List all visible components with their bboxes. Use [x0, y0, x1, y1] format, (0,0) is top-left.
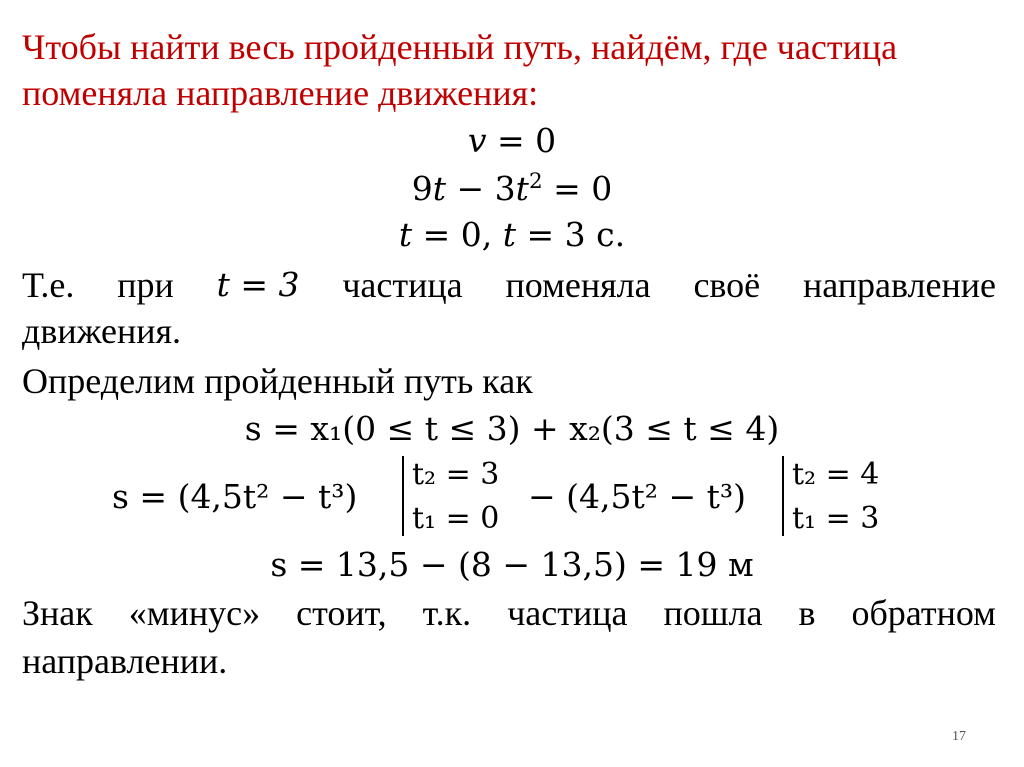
eq2-mid: − 3	[446, 169, 516, 208]
equation-velocity-zero	[0, 120, 1024, 162]
eq5-limit2-upper: t₂ = 4	[792, 457, 880, 492]
define-text: Определим пройденный путь как	[22, 361, 533, 401]
equation-evaluated	[112, 452, 912, 542]
page-number: 17	[952, 729, 966, 744]
eq5-mid: − (4,5t² − t³)	[528, 477, 746, 516]
eq2-var1: t	[432, 169, 447, 208]
word: пошла	[663, 593, 763, 633]
eq3-part2: = 3 с.	[516, 215, 626, 254]
conclusion-line-1	[22, 264, 996, 306]
word: при	[117, 265, 174, 305]
conclusion-line-2: движения.	[22, 311, 182, 351]
intro-line-1: Чтобы найти весь пройденный путь, найдём, где частица	[22, 27, 898, 67]
equation-quadratic	[0, 168, 1024, 210]
velocity-symbol: v	[467, 121, 487, 160]
eq2-coef: 9	[411, 169, 433, 208]
note-line-2: направлении.	[22, 641, 228, 681]
equation-roots	[0, 214, 1024, 256]
word: частица	[507, 593, 628, 633]
equation-path-sum: s = x₁(0 ≤ t ≤ 3) + x₂(3 ≤ t ≤ 4)	[244, 409, 780, 448]
eq3-part1: = 0,	[412, 215, 503, 254]
note-line-1	[22, 592, 996, 634]
word: Т.е.	[22, 265, 75, 305]
eq5-limit2-lower: t₁ = 3	[792, 501, 880, 536]
equation-result: s = 13,5 − (8 − 13,5) = 19 м	[270, 545, 754, 584]
word: в	[798, 593, 816, 633]
velocity-rhs: = 0	[497, 121, 557, 160]
word: «минус»	[128, 593, 261, 633]
word: Знак	[22, 593, 93, 633]
inline-math-t3: t = 3	[216, 265, 300, 304]
eval-bar-2	[782, 456, 784, 536]
eq5-lhs: s = (4,5t² − t³)	[112, 477, 358, 516]
word: т.к.	[422, 593, 472, 633]
word: своё	[693, 265, 761, 305]
eq3-var2: t	[502, 215, 517, 254]
eq2-rhs: = 0	[542, 169, 613, 208]
word: поменяла	[505, 265, 651, 305]
eq5-limit1-upper: t₂ = 3	[412, 457, 500, 492]
intro-line-2: поменяла направление движения:	[22, 73, 539, 113]
word: частица	[342, 265, 463, 305]
eq5-limit1-lower: t₁ = 0	[412, 501, 500, 536]
word: стоит,	[296, 593, 387, 633]
eval-bar-1	[402, 456, 404, 536]
eq2-power: 2	[528, 169, 543, 194]
word: направление	[803, 265, 996, 305]
eq2-var2: t	[515, 169, 529, 208]
eq3-var1: t	[398, 215, 413, 254]
word: обратном	[851, 593, 996, 633]
